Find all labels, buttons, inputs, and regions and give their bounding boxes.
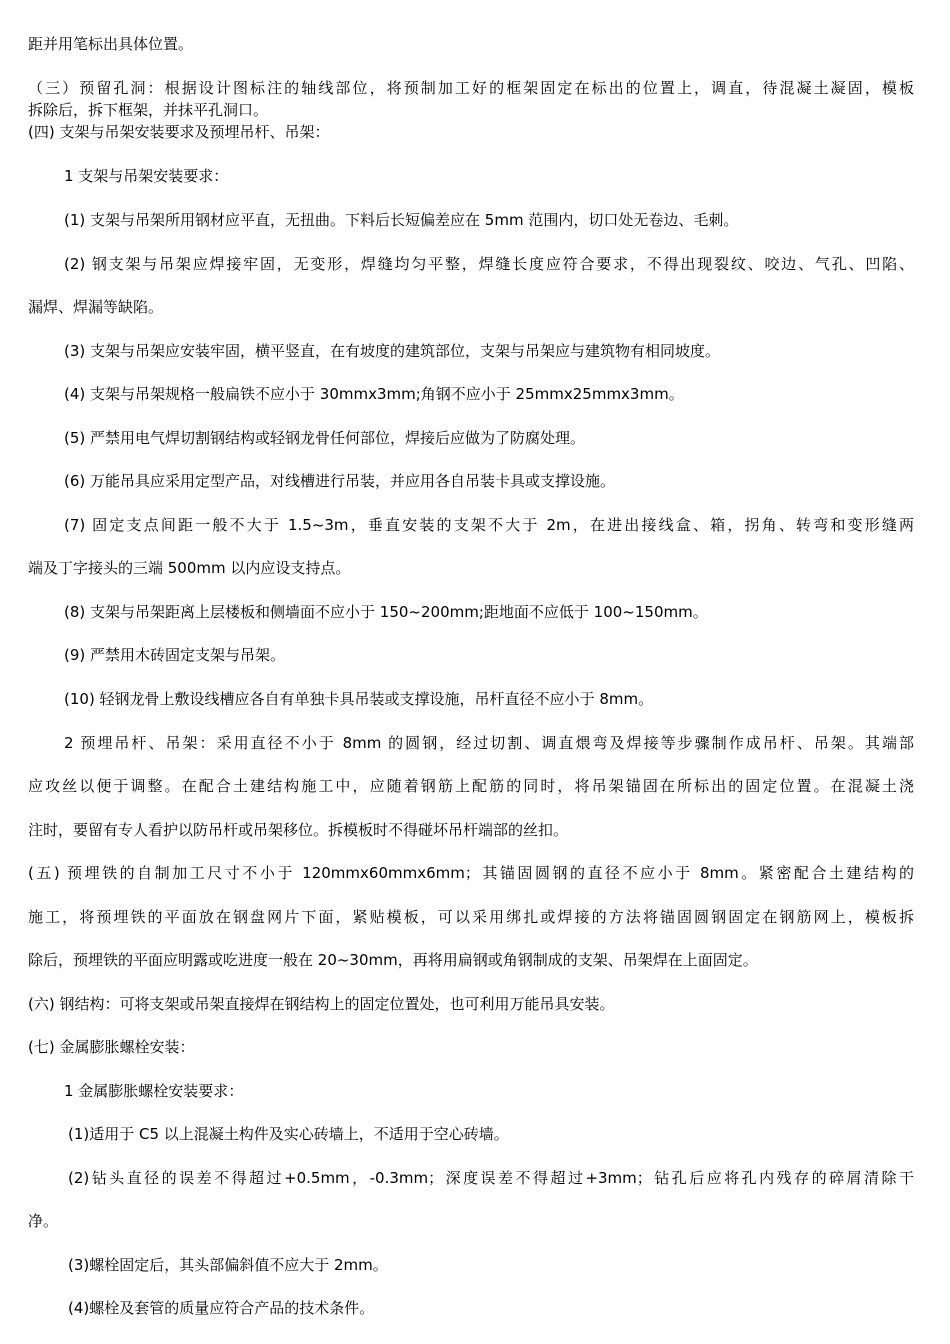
text-line: 2 预埋吊杆、吊架：采用直径不小于 8mm 的圆钢，经过切割、调直煨弯及焊接等步骤制作成吊杆、吊架。其端部 [64, 734, 914, 752]
text-line: (7) 固定支点间距一般不大于 1.5~3m，垂直安装的支架不大于 2m，在进出接线盒、箱，拐角、转弯和变形缝两 [64, 516, 914, 534]
text-line: (3) 支架与吊架应安装牢固，横平竖直，在有坡度的建筑部位，支架与吊架应与建筑物有相同坡度。 [64, 342, 721, 360]
text-line: 端及丁字接头的三端 500mm 以内应设支持点。 [28, 559, 351, 577]
text-line: (五) 预埋铁的自制加工尺寸不小于 120mmx60mmx6mm；其锚固圆钢的直径不应小于 8mm。紧密配合土建结构的 [28, 864, 914, 882]
text-line: (1)适用于 C5 以上混凝土构件及实心砖墙上，不适用于空心砖墙。 [68, 1125, 509, 1143]
text-line: (5) 严禁用电气焊切割钢结构或轻钢龙骨任何部位，焊接后应做为了防腐处理。 [64, 429, 586, 447]
text-line: 漏焊、焊漏等缺陷。 [28, 298, 164, 316]
text-line: (4)螺栓及套管的质量应符合产品的技术条件。 [68, 1299, 375, 1317]
text-line: (4) 支架与吊架规格一般扁铁不应小于 30mmx3mm;角钢不应小于 25mmx25mmx3mm。 [64, 385, 684, 403]
text-line: （三）预留孔洞：根据设计图标注的轴线部位，将预制加工好的框架固定在标出的位置上，调直，待混凝土凝固，模板 [28, 79, 914, 97]
text-line: 净。 [28, 1212, 59, 1230]
text-line: 施工，将预埋铁的平面放在钢盘网片下面，紧贴模板，可以采用绑扎或焊接的方法将锚固圆钢固定在钢筋网上，模板拆 [28, 908, 914, 926]
text-line: (6) 万能吊具应采用定型产品，对线槽进行吊装，并应用各自吊装卡具或支撑设施。 [64, 472, 616, 490]
text-line: (2) 钢支架与吊架应焊接牢固，无变形，焊缝均匀平整，焊缝长度应符合要求，不得出现裂纹、咬边、气孔、凹陷、 [64, 255, 914, 273]
subsection-heading: 1 金属膨胀螺栓安装要求： [64, 1082, 244, 1100]
subsection-heading: 1 支架与吊架安装要求： [64, 167, 229, 185]
section-heading: (六) 钢结构：可将支架或吊架直接焊在钢结构上的固定位置处，也可利用万能吊具安装。 [28, 995, 615, 1013]
text-line: 除后，预埋铁的平面应明露或吃进度一般在 20~30mm，再将用扁钢或角钢制成的支架、吊架焊在上面固定。 [28, 951, 758, 969]
section-heading: (四) 支架与吊架安装要求及预埋吊杆、吊架： [28, 123, 330, 141]
text-line: 拆除后，拆下框架，并抹平孔洞口。 [28, 101, 269, 119]
text-line: 应攻丝以便于调整。在配合土建结构施工中，应随着钢筋上配筋的同时，将吊架锚固在所标出的固定位置。在混凝土浇 [28, 777, 914, 795]
text-line: 注时，要留有专人看护以防吊杆或吊架移位。拆模板时不得碰坏吊杆端部的丝扣。 [28, 821, 569, 839]
text-line: (3)螺栓固定后，其头部偏斜值不应大于 2mm。 [68, 1256, 388, 1274]
text-line: (1) 支架与吊架所用钢材应平直，无扭曲。下料后长短偏差应在 5mm 范围内，切口处无卷边、毛刺。 [64, 211, 739, 229]
text-line: (10) 轻钢龙骨上敷设线槽应各自有单独卡具吊装或支撑设施，吊杆直径不应小于 8mm。 [64, 690, 654, 708]
text-line: (8) 支架与吊架距离上层楼板和侧墙面不应小于 150~200mm;距地面不应低于 100~150mm。 [64, 603, 708, 621]
section-heading: (七) 金属膨胀螺栓安装： [28, 1038, 195, 1056]
text-line: (9) 严禁用木砖固定支架与吊架。 [64, 646, 286, 664]
text-line: (2)钻头直径的误差不得超过+0.5mm，-0.3mm；深度误差不得超过+3mm；钻孔后应将孔内残存的碎屑清除干 [68, 1169, 914, 1187]
text-line: 距并用笔标出具体位置。 [28, 35, 194, 53]
